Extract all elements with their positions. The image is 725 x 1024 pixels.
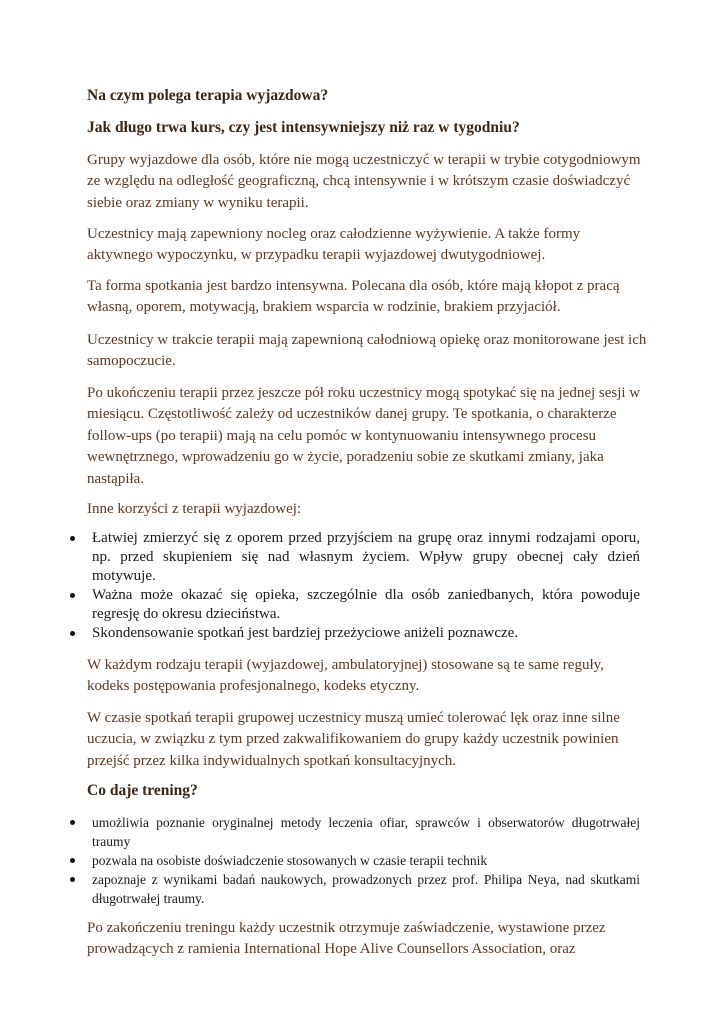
paragraph-certificate: Po zakończeniu treningu każdy uczestnik otrzymuje zaświadczenie, wystawione przez prowadzących z ramienia International Hope Alive Counsellors Association, oraz: [87, 920, 606, 958]
paragraph-intensive: Ta forma spotkania jest bardzo intensywna. Polecana dla osób, które mają kłopot z pracą własną, oporem, motywacją, brakiem wsparcia w rodzinie, brakiem przyjaciół.: [87, 278, 620, 316]
list-item: pozwala na osobiste doświadczenie stosowanych w czasie terapii technik: [60, 851, 640, 870]
paragraph-groups: Grupy wyjazdowe dla osób, które nie mogą uczestniczyć w terapii w trybie cotygodniowym ze względu na odległość geograficzną, chcą intensywnie i w krótszym czasie doświadczyć siebie oraz zmiany w wyniku terapii.: [87, 152, 641, 211]
paragraph-other-benefits: Inne korzyści z terapii wyjazdowej:: [87, 501, 302, 517]
heading-what-is-residential-therapy: Na czym polega terapia wyjazdowa?: [87, 87, 329, 104]
heading-training: Co daje trening?: [87, 782, 198, 799]
list-item: Skondensowanie spotkań jest bardziej przeżyciowe aniżeli poznawcze.: [60, 624, 640, 643]
paragraph-accommodation: Uczestnicy mają zapewniony nocleg oraz całodzienne wyżywienie. A także formy aktywnego wypoczynku, w przypadku terapii wyjazdowej dwutygodniowej.: [87, 226, 581, 264]
list-item: Łatwiej zmierzyć się z oporem przed przyjściem na grupę oraz innymi rodzajami oporu, np. przed skupieniem się nad własnym życiem. Wpływ grupy obecnej cały dzień motywuje.: [60, 529, 640, 586]
paragraph-rules: W każdym rodzaju terapii (wyjazdowej, ambulatoryjnej) stosowane są te same reguły, kodeks postępowania profesjonalnego, kodeks etyczny.: [87, 657, 604, 695]
benefits-list: [60, 529, 640, 643]
paragraph-consultations: W czasie spotkań terapii grupowej uczestnicy muszą umieć tolerować lęk oraz inne silne uczucia, w związku z tym przed zakwalifikowaniem do grupy każdy uczestnik powinien przejść przez kilka indywidualnych spotkań konsultacyjnych.: [87, 710, 620, 769]
heading-course-duration: Jak długo trwa kurs, czy jest intensywniejszy niż raz w tygodniu?: [87, 119, 520, 136]
paragraph-follow-ups: Po ukończeniu terapii przez jeszcze pół roku uczestnicy mogą spotykać się na jednej sesji w miesiącu. Częstotliwość zależy od uczestników danej grupy. Te spotkania, o charakterze follow-ups (po terapii) mają na celu pomóc w kontynuowaniu intensywnego procesu wewnętrznego, wprowadzeniu go w życie, poradzeniu sobie ze skutkami zmiany, jaka nastąpiła.: [87, 385, 641, 487]
paragraph-care: Uczestnicy w trakcie terapii mają zapewnioną całodniową opiekę oraz monitorowane jest ich samopoczucie.: [87, 332, 647, 370]
training-list: [60, 813, 640, 908]
list-item: zapoznaje z wynikami badań naukowych, prowadzonych przez prof. Philipa Neya, nad skutkami długotrwałej traumy.: [60, 870, 640, 908]
list-item: Ważna może okazać się opieka, szczególnie dla osób zaniedbanych, która powoduje regresję do okresu dzieciństwa.: [60, 586, 640, 624]
list-item: umożliwia poznanie oryginalnej metody leczenia ofiar, sprawców i obserwatorów długotrwałej traumy: [60, 813, 640, 851]
